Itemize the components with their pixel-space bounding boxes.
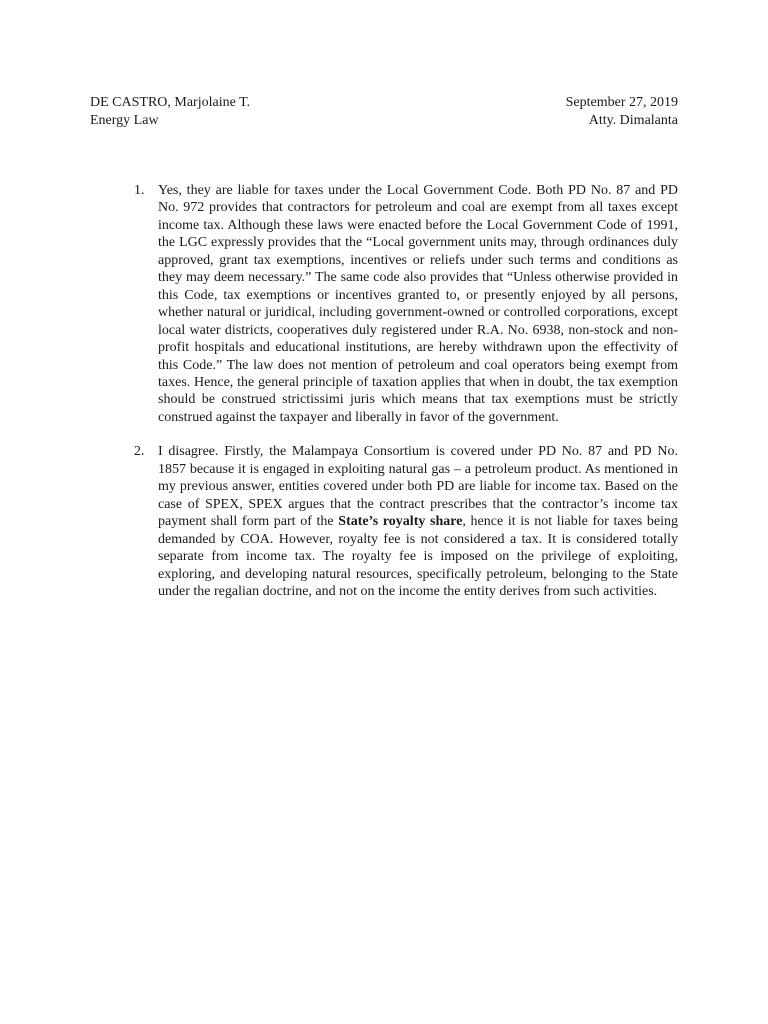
answer-item xyxy=(134,182,678,426)
answer-text-before: I disagree. Firstly, the Malampaya Consortium is covered under PD No. 87 and PD No. 1857 because it is engaged in exploiting natural gas – a petroleum product. As mentioned in my previous answer, entities covered under both PD are liable for income tax. Based on the case of SPEX, SPEX argues that the contract prescribes that the contractor’s income tax payment shall form part of the xyxy=(158,444,678,530)
instructor-name: Atty. Dimalanta xyxy=(588,113,678,128)
document-date: September 27, 2019 xyxy=(565,95,678,110)
answer-number: 1. xyxy=(134,183,145,198)
document-header xyxy=(90,94,678,130)
author-name: DE CASTRO, Marjolaine T. xyxy=(90,95,251,110)
answer-number: 2. xyxy=(134,444,145,460)
header-row-2 xyxy=(90,112,678,130)
header-row-1 xyxy=(90,94,678,112)
course-name: Energy Law xyxy=(90,113,159,128)
answer-text-after: , hence it is not liable for taxes being demanded by COA. However, royalty fee is not considered a tax. It is considered totally separate from income tax. The royalty fee is imposed on the privilege of exploiting, exploring, and developing natural resources, specifically petroleum, belonging to the State under the regalian doctrine, and not on the income the entity derives from such activities. xyxy=(158,514,678,599)
answer-text xyxy=(158,443,678,600)
answers-list xyxy=(134,182,678,617)
answer-item xyxy=(134,443,678,600)
emphasis-royalty-share: State’s royalty share xyxy=(338,514,463,530)
answer-text: Yes, they are liable for taxes under the Local Government Code. Both PD No. 87 and PD No. 972 provides that contractors for petroleum and coal are exempt from all taxes except income tax. Although these laws were enacted before the Local Government Code of 1991, the LGC expressly provides that the “Local government units may, through ordinances duly approved, grant tax exemptions, incentives or reliefs under such terms and conditions as they may deem necessary.” The same code also provides that “Unless otherwise provided in this Code, tax exemptions or incentives granted to, or presently enjoyed by all persons, whether natural or juridical, including government-owned or controlled corporations, except local water districts, cooperatives duly registered under R.A. No. 6938, non-stock and non-profit hospitals and educational institutions, are hereby withdrawn upon the effectivity of this Code.” The law does not mention of petroleum and coal operators being exempt from taxes. Hence, the general principle of taxation applies that when in doubt, the tax exemption should be construed strictissimi juris which means that tax exemptions must be strictly construed against the taxpayer and liberally in favor of the government. xyxy=(158,183,678,425)
